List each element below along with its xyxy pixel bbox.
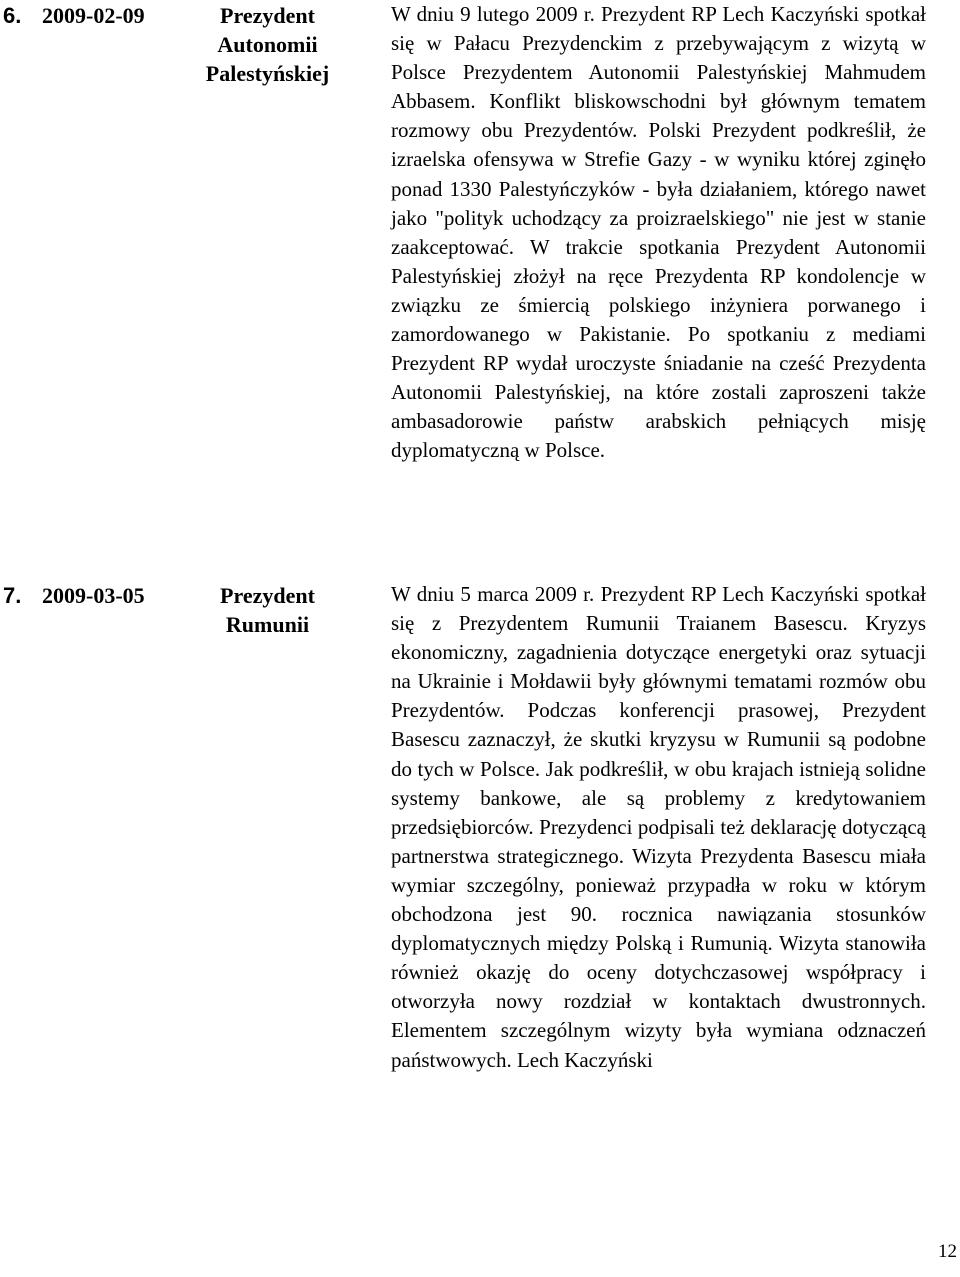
counterpart-line: Rumunii bbox=[225, 612, 310, 637]
page-number: 12 bbox=[938, 1241, 957, 1262]
counterpart-line: Palestyńskiej bbox=[205, 61, 330, 86]
entry-counterpart bbox=[185, 1, 350, 88]
entry-description: W dniu 5 marca 2009 r. Prezydent RP Lech Kaczyński spotkał się z Prezydentem Rumunii Traianem Basescu. Kryzys ekonomiczny, zagadnienia dotyczące energetyki oraz sytuacji na Ukrainie i Mołdawii były głównymi tematami rozmów obu Prezydentów. Podczas konferencji prasowej, Prezydent Basescu zaznaczył, że skutki kryzysu w Rumunii są podobne do tych w Polsce. Jak podkreślił, w obu krajach istnieją solidne systemy bankowe, ale są problemy z kredytowaniem przedsiębiorców. Prezydenci podpisali też deklarację dotyczącą partnerstwa strategicznego. Wizyta Prezydenta Basescu miała wymiar szczególny, ponieważ przypadła w roku w którym obchodzona jest 90. rocznica nawiązania stosunków dyplomatycznych między Polską i Rumunią. Wizyta stanowiła również okazję do oceny dotychczasowej współpracy i otworzyła nowy rozdział w kontaktach dwustronnych. Elementem szczególnym wizyty była wymiana odznaczeń państwowych. Lech Kaczyński bbox=[391, 582, 926, 1072]
entry-date: 2009-02-09 bbox=[42, 3, 145, 28]
entry-date: 2009-03-05 bbox=[42, 583, 145, 608]
entry-number: 7. bbox=[3, 583, 22, 608]
entry-number: 6. bbox=[3, 3, 22, 28]
counterpart-line: Autonomii bbox=[217, 32, 318, 57]
counterpart-line: Prezydent bbox=[220, 3, 315, 28]
entry-counterpart bbox=[185, 581, 350, 639]
counterpart-line: Prezydent bbox=[220, 583, 315, 608]
entry-description: W dniu 9 lutego 2009 r. Prezydent RP Lech Kaczyński spotkał się w Pałacu Prezydenckim z przebywającym z wizytą w Polsce Prezydentem Autonomii Palestyńskiej Mahmudem Abbasem. Konflikt bliskowschodni był głównym tematem rozmowy obu Prezydentów. Polski Prezydent podkreślił, że izraelska ofensywa w Strefie Gazy - w wyniku której zginęło ponad 1330 Palestyńczyków - była działaniem, którego nawet jako "polityk uchodzący za proizraelskiego" nie jest w stanie zaakceptować. W trakcie spotkania Prezydent Autonomii Palestyńskiej złożył na ręce Prezydenta RP kondolencje w związku ze śmiercią polskiego inżyniera porwanego i zamordowanego w Pakistanie. Po spotkaniu z mediami Prezydent RP wydał uroczyste śniadanie na cześć Prezydenta Autonomii Palestyńskiej, na które zostali zaproszeni także ambasadorowie państw arabskich pełniących misję dyplomatyczną w Polsce. bbox=[391, 2, 926, 463]
